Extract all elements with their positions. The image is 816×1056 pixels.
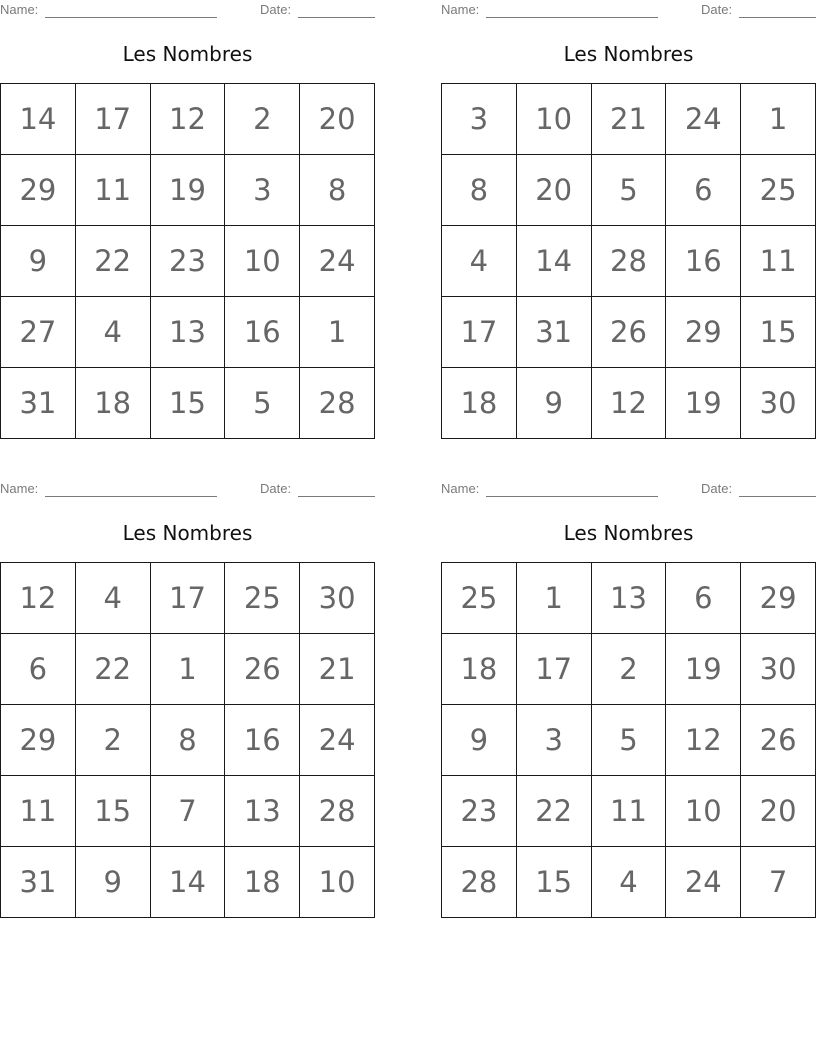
date-label: Date: — [701, 2, 733, 17]
grid-cell: 6 — [1, 634, 76, 705]
grid-cell: 7 — [150, 776, 225, 847]
grid-cell: 29 — [666, 297, 741, 368]
grid-cell: 23 — [442, 776, 517, 847]
number-grid — [0, 562, 375, 918]
grid-cell: 11 — [1, 776, 76, 847]
grid-cell: 5 — [225, 368, 300, 439]
grid-cell: 25 — [225, 563, 300, 634]
grid-row — [1, 84, 375, 155]
grid-row — [1, 297, 375, 368]
grid-cell: 3 — [516, 705, 591, 776]
name-label: Name: — [0, 481, 39, 496]
grid-cell: 29 — [741, 563, 816, 634]
grid-cell: 28 — [300, 776, 375, 847]
grid-cell: 14 — [516, 226, 591, 297]
grid-cell: 21 — [300, 634, 375, 705]
grid-cell: 14 — [1, 84, 76, 155]
grid-cell: 4 — [75, 297, 150, 368]
name-field[interactable] — [486, 17, 658, 18]
grid-cell: 16 — [225, 297, 300, 368]
grid-cell: 4 — [442, 226, 517, 297]
grid-cell: 22 — [516, 776, 591, 847]
grid-cell: 8 — [442, 155, 517, 226]
number-grid — [441, 83, 816, 439]
bingo-card-4 — [441, 479, 816, 913]
grid-cell: 14 — [150, 847, 225, 918]
grid-cell: 30 — [741, 368, 816, 439]
name-field[interactable] — [45, 496, 217, 497]
grid-cell: 22 — [75, 226, 150, 297]
name-field[interactable] — [486, 496, 658, 497]
grid-cell: 3 — [225, 155, 300, 226]
grid-cell: 17 — [516, 634, 591, 705]
grid-cell: 10 — [516, 84, 591, 155]
grid-cell: 24 — [666, 847, 741, 918]
grid-cell: 20 — [741, 776, 816, 847]
grid-cell: 5 — [591, 705, 666, 776]
name-label: Name: — [441, 481, 480, 496]
grid-row — [442, 226, 816, 297]
date-field[interactable] — [739, 496, 816, 497]
grid-row — [1, 847, 375, 918]
card-header — [0, 481, 375, 499]
grid-row — [1, 368, 375, 439]
grid-row — [442, 155, 816, 226]
grid-cell: 18 — [75, 368, 150, 439]
grid-cell: 1 — [300, 297, 375, 368]
grid-cell: 12 — [1, 563, 76, 634]
card-title: Les Nombres — [563, 42, 694, 66]
card-title: Les Nombres — [563, 521, 694, 545]
grid-row — [1, 776, 375, 847]
grid-cell: 18 — [442, 634, 517, 705]
grid-cell: 10 — [300, 847, 375, 918]
grid-cell: 11 — [591, 776, 666, 847]
grid-cell: 9 — [516, 368, 591, 439]
grid-row — [1, 155, 375, 226]
card-header — [441, 2, 816, 20]
grid-cell: 11 — [741, 226, 816, 297]
grid-cell: 7 — [741, 847, 816, 918]
grid-row — [442, 368, 816, 439]
grid-cell: 1 — [741, 84, 816, 155]
grid-cell: 15 — [75, 776, 150, 847]
grid-row — [442, 84, 816, 155]
grid-cell: 15 — [741, 297, 816, 368]
grid-cell: 25 — [442, 563, 517, 634]
grid-cell: 15 — [150, 368, 225, 439]
grid-cell: 13 — [591, 563, 666, 634]
grid-cell: 24 — [300, 705, 375, 776]
card-title: Les Nombres — [122, 42, 253, 66]
grid-cell: 4 — [75, 563, 150, 634]
grid-cell: 1 — [516, 563, 591, 634]
grid-cell: 5 — [591, 155, 666, 226]
card-title: Les Nombres — [122, 521, 253, 545]
name-field[interactable] — [45, 17, 217, 18]
grid-cell: 30 — [741, 634, 816, 705]
grid-cell: 2 — [75, 705, 150, 776]
grid-row — [442, 297, 816, 368]
grid-cell: 28 — [591, 226, 666, 297]
name-label: Name: — [441, 2, 480, 17]
grid-cell: 9 — [442, 705, 517, 776]
grid-row — [1, 634, 375, 705]
grid-cell: 25 — [741, 155, 816, 226]
grid-cell: 26 — [591, 297, 666, 368]
grid-cell: 18 — [225, 847, 300, 918]
bingo-card-2 — [441, 0, 816, 434]
grid-cell: 26 — [225, 634, 300, 705]
grid-cell: 17 — [75, 84, 150, 155]
grid-cell: 9 — [75, 847, 150, 918]
grid-cell: 8 — [150, 705, 225, 776]
grid-cell: 3 — [442, 84, 517, 155]
grid-cell: 13 — [150, 297, 225, 368]
grid-cell: 21 — [591, 84, 666, 155]
grid-cell: 12 — [591, 368, 666, 439]
grid-cell: 17 — [150, 563, 225, 634]
grid-cell: 12 — [150, 84, 225, 155]
grid-cell: 28 — [300, 368, 375, 439]
grid-cell: 29 — [1, 705, 76, 776]
grid-cell: 24 — [666, 84, 741, 155]
grid-row — [442, 705, 816, 776]
grid-cell: 2 — [591, 634, 666, 705]
grid-cell: 23 — [150, 226, 225, 297]
grid-row — [442, 776, 816, 847]
grid-cell: 10 — [666, 776, 741, 847]
grid-cell: 16 — [666, 226, 741, 297]
grid-cell: 8 — [300, 155, 375, 226]
grid-cell: 19 — [666, 368, 741, 439]
grid-cell: 31 — [1, 368, 76, 439]
grid-cell: 6 — [666, 155, 741, 226]
grid-cell: 1 — [150, 634, 225, 705]
grid-row — [1, 705, 375, 776]
grid-cell: 19 — [666, 634, 741, 705]
grid-row — [442, 634, 816, 705]
date-field[interactable] — [739, 17, 816, 18]
grid-cell: 16 — [225, 705, 300, 776]
grid-cell: 13 — [225, 776, 300, 847]
bingo-card-3 — [0, 479, 375, 913]
date-label: Date: — [260, 481, 292, 496]
bingo-card-1 — [0, 0, 375, 434]
name-label: Name: — [0, 2, 39, 17]
grid-cell: 12 — [666, 705, 741, 776]
grid-cell: 26 — [741, 705, 816, 776]
grid-row — [442, 847, 816, 918]
number-grid — [441, 562, 816, 918]
grid-cell: 20 — [300, 84, 375, 155]
card-header — [0, 2, 375, 20]
date-label: Date: — [260, 2, 292, 17]
grid-cell: 15 — [516, 847, 591, 918]
grid-cell: 4 — [591, 847, 666, 918]
number-grid — [0, 83, 375, 439]
grid-cell: 31 — [516, 297, 591, 368]
grid-cell: 29 — [1, 155, 76, 226]
grid-cell: 28 — [442, 847, 517, 918]
date-field[interactable] — [298, 17, 375, 18]
grid-cell: 10 — [225, 226, 300, 297]
grid-cell: 20 — [516, 155, 591, 226]
grid-cell: 30 — [300, 563, 375, 634]
grid-cell: 2 — [225, 84, 300, 155]
card-header — [441, 481, 816, 499]
grid-row — [1, 226, 375, 297]
grid-cell: 22 — [75, 634, 150, 705]
grid-cell: 11 — [75, 155, 150, 226]
grid-cell: 31 — [1, 847, 76, 918]
grid-cell: 6 — [666, 563, 741, 634]
grid-cell: 17 — [442, 297, 517, 368]
date-label: Date: — [701, 481, 733, 496]
grid-cell: 24 — [300, 226, 375, 297]
grid-row — [1, 563, 375, 634]
grid-cell: 18 — [442, 368, 517, 439]
grid-cell: 27 — [1, 297, 76, 368]
grid-row — [442, 563, 816, 634]
grid-cell: 9 — [1, 226, 76, 297]
grid-cell: 19 — [150, 155, 225, 226]
date-field[interactable] — [298, 496, 375, 497]
